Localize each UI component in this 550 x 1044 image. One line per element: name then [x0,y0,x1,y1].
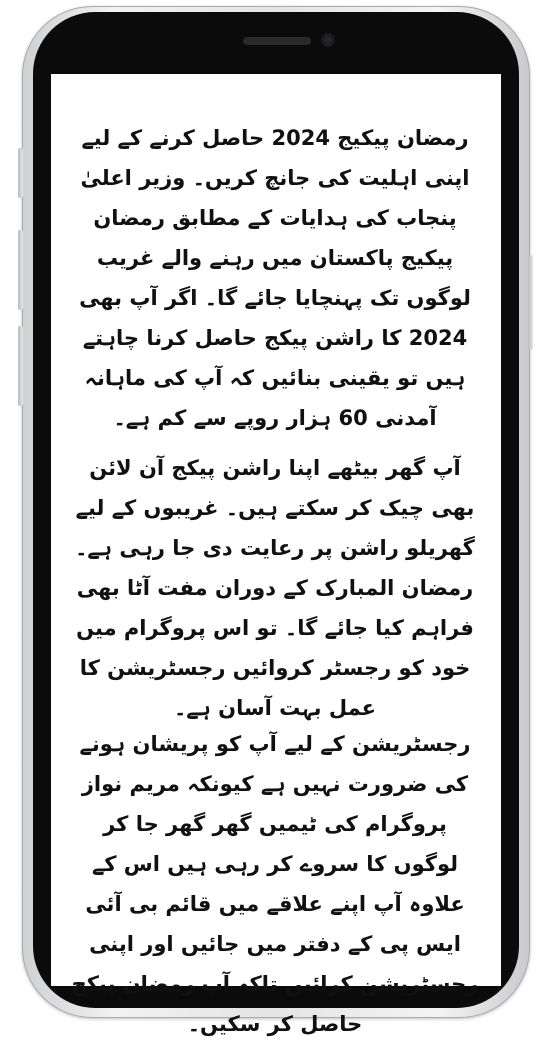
paragraph-eligibility: رمضان پیکیج 2024 حاصل کرنے کے لیے اپنی اہلیت کی جانچ کریں۔ وزیر اعلیٰ پنجاب کی ہدایات کے مطابق رمضان پیکیج پاکستان میں رہنے والے غریب لوگوں تک پہنچایا جائے گا۔ اگر آپ بھی 2024 کا راشن پیکج حاصل کرنا چاہتے ہیں تو یقینی بنائیں کہ آپ کی ماہانہ آمدنی 60 ہزار روپے سے کم ہے۔ [79,126,471,430]
phone-power-button [528,255,533,350]
paragraph-online-check: آپ گھر بیٹھے اپنا راشن پیکج آن لائن بھی چیک کر سکتے ہیں۔ غریبوں کے لیے گھریلو راشن پر رعایت دی جا رہی ہے۔ رمضان المبارک کے دوران مفت آٹا بھی فراہم کیا جائے گا۔ تو اس پروگرام میں خود کو رجسٹر کروائیں رجسٹریشن کا عمل بہت آسان ہے۔ [75,456,475,720]
phone-volume-up-button [18,230,23,310]
phone-mute-switch [18,148,23,198]
phone-volume-down-button [18,326,23,406]
paragraph-registration: رجسٹریشن کے لیے آپ کو پریشان ہونے کی ضرورت نہیں ہے کیونکہ مریم نواز پروگرام کی ٹیمیں گھر گھر جا کر لوگوں کا سروے کر رہی ہیں اس کے علاوہ آپ اپنے علاقے میں قائم بی آئی ایس پی کے دفتر میں جائیں اور اپنی رجسٹریشن کرائیں تاکہ آپ رمضان پیکج حاصل کر سکیں۔ [71,732,479,1036]
front-camera-icon [321,33,335,47]
phone-speaker [243,37,311,45]
